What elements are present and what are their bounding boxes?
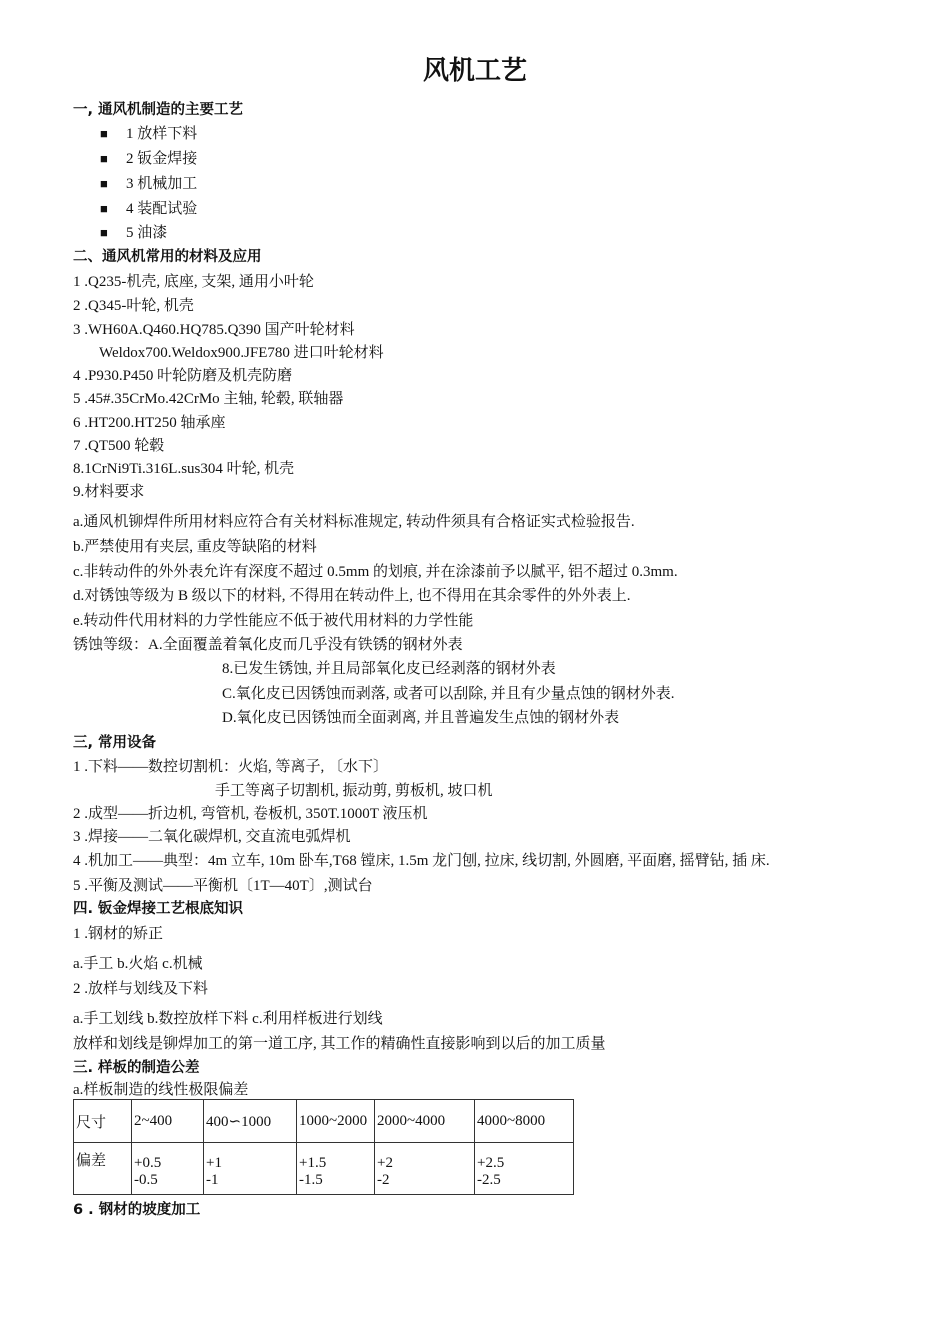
- bullet-icon: ■: [100, 151, 108, 166]
- table-cell: [475, 1143, 574, 1195]
- table-row-label: 偏差: [76, 1153, 107, 1169]
- bullet-icon: ■: [100, 201, 108, 216]
- table-cell: [74, 1143, 132, 1195]
- table-row: [74, 1143, 574, 1195]
- table-cell: 1000~2000: [297, 1100, 375, 1143]
- material-line: 3 .WH60A.Q460.HQ785.Q390 国产叶轮材料: [73, 322, 355, 338]
- tolerance-plus: +2.5: [477, 1155, 505, 1171]
- tolerance-minus: -2: [377, 1172, 390, 1188]
- material-line: Weldox700.Weldox900.JFE780 进口叶轮材料: [99, 345, 384, 361]
- rust-grade-line: 8.已发生锈蚀, 并且局部氧化皮已经剥落的钢材外表: [222, 661, 556, 677]
- sheet-metal-line: 1 .钢材的矫正: [73, 926, 164, 942]
- equipment-line: 5 .平衡及测试——平衡机〔1T—40T〕,测试台: [73, 878, 373, 894]
- table-cell: [297, 1143, 375, 1195]
- material-line: 1 .Q235-机壳, 底座, 支架, 通用小叶轮: [73, 274, 314, 290]
- tolerance-plus: +2: [377, 1155, 393, 1171]
- tolerance-minus: -0.5: [134, 1172, 158, 1188]
- bullet-icon: ■: [100, 176, 108, 191]
- rust-grade-line: D.氧化皮已因锈蚀而全面剥离, 并且普遍发生点蚀的钢材外表: [222, 710, 620, 726]
- process-item: 1 放样下料: [126, 126, 198, 142]
- sheet-metal-line: 放样和划线是铆焊加工的第一道工序, 其工作的精确性直接影响到以后的加工质量: [73, 1036, 606, 1052]
- material-line: 5 .45#.35CrMo.42CrMo 主轴, 轮毂, 联轴器: [73, 391, 344, 407]
- sheet-metal-line: a.手工 b.火焰 c.机械: [73, 956, 203, 972]
- table-cell: [132, 1143, 204, 1195]
- rust-grade-line: C.氧化皮已因锈蚀而剥落, 或者可以刮除, 并且有少量点蚀的钢材外表.: [222, 686, 675, 702]
- section-heading-bevel: 6 . 钢材的坡度加工: [73, 1202, 201, 1218]
- material-line: 8.1CrNi9Ti.316L.sus304 叶轮, 机壳: [73, 461, 295, 477]
- tolerance-plus: +0.5: [134, 1155, 162, 1171]
- bullet-icon: ■: [100, 126, 108, 141]
- tolerance-minus: -1.5: [299, 1172, 323, 1188]
- requirement-line: d.对锈蚀等级为 B 级以下的材料, 不得用在转动件上, 也不得用在其余零件的外外表上.: [73, 588, 631, 604]
- requirement-line: c.非转动件的外外表允许有深度不超过 0.5mm 的划痕, 并在涂漆前予以腻平, 铝不超过 0.3mm.: [73, 564, 678, 580]
- tolerance-plus: +1: [206, 1155, 222, 1171]
- material-line: 7 .QT500 轮毂: [73, 438, 165, 454]
- section-heading-template-tolerance: 三. 样板的制造公差: [73, 1060, 200, 1076]
- section-heading-equipment: 三, 常用设备: [73, 735, 157, 751]
- tolerance-plus: +1.5: [299, 1155, 327, 1171]
- process-item: 3 机械加工: [126, 176, 198, 192]
- table-cell: [375, 1143, 475, 1195]
- tolerance-minus: -1: [206, 1172, 219, 1188]
- material-line: 9.材料要求: [73, 484, 145, 500]
- rust-grade-line: 锈蚀等级：A.全面覆盖着氧化皮而几乎没有铁锈的钢材外表: [73, 637, 463, 653]
- table-cell: 400∽1000: [204, 1100, 297, 1143]
- table-row: [74, 1100, 574, 1143]
- requirement-line: a.通风机铆焊件所用材料应符合有关材料标准规定, 转动件须具有合格证实式检验报告.: [73, 514, 635, 530]
- table-cell: 4000~8000: [475, 1100, 574, 1143]
- sheet-metal-line: a.手工划线 b.数控放样下料 c.利用样板进行划线: [73, 1011, 383, 1027]
- table-cell: 尺寸: [74, 1100, 132, 1143]
- equipment-line: 2 .成型——折边机, 弯管机, 卷板机, 350T.1000T 液压机: [73, 806, 428, 822]
- section-heading-sheet-metal: 四. 钣金焊接工艺根底知识: [73, 901, 244, 917]
- process-item: 2 钣金焊接: [126, 151, 198, 167]
- equipment-line: 1 .下料——数控切割机：火焰, 等离子, 〔水下〕: [73, 759, 389, 775]
- material-line: 4 .P930.P450 叶轮防磨及机壳防磨: [73, 368, 293, 384]
- tolerance-minus: -2.5: [477, 1172, 501, 1188]
- tolerance-table: [73, 1099, 574, 1195]
- material-line: 2 .Q345-叶轮, 机壳: [73, 298, 194, 314]
- equipment-line: 3 .焊接——二氧化碳焊机, 交直流电弧焊机: [73, 829, 351, 845]
- table-caption: a.样板制造的线性极限偏差: [73, 1082, 249, 1098]
- material-line: 6 .HT200.HT250 轴承座: [73, 415, 226, 431]
- equipment-line: 4 .机加工——典型：4m 立车, 10m 卧车,T68 镗床, 1.5m 龙门刨, 拉床, 线切割, 外圆磨, 平面磨, 摇臂钻, 插 床.: [73, 853, 770, 869]
- equipment-line: 手工等离子切割机, 振动剪, 剪板机, 坡口机: [215, 783, 493, 799]
- requirement-line: e.转动件代用材料的力学性能应不低于被代用材料的力学性能: [73, 613, 474, 629]
- section-heading-materials: 二、通风机常用的材料及应用: [73, 249, 262, 265]
- table-cell: 2000~4000: [375, 1100, 475, 1143]
- section-heading-process: 一, 通风机制造的主要工艺: [73, 102, 244, 118]
- table-cell: [204, 1143, 297, 1195]
- process-item: 5 油漆: [126, 225, 168, 241]
- requirement-line: b.严禁使用有夹层, 重皮等缺陷的材料: [73, 539, 317, 555]
- bullet-icon: ■: [100, 225, 108, 240]
- process-item: 4 装配试验: [126, 201, 198, 217]
- sheet-metal-line: 2 .放样与划线及下料: [73, 981, 209, 997]
- table-cell: 2~400: [132, 1100, 204, 1143]
- document-title: 风机工艺: [422, 56, 527, 86]
